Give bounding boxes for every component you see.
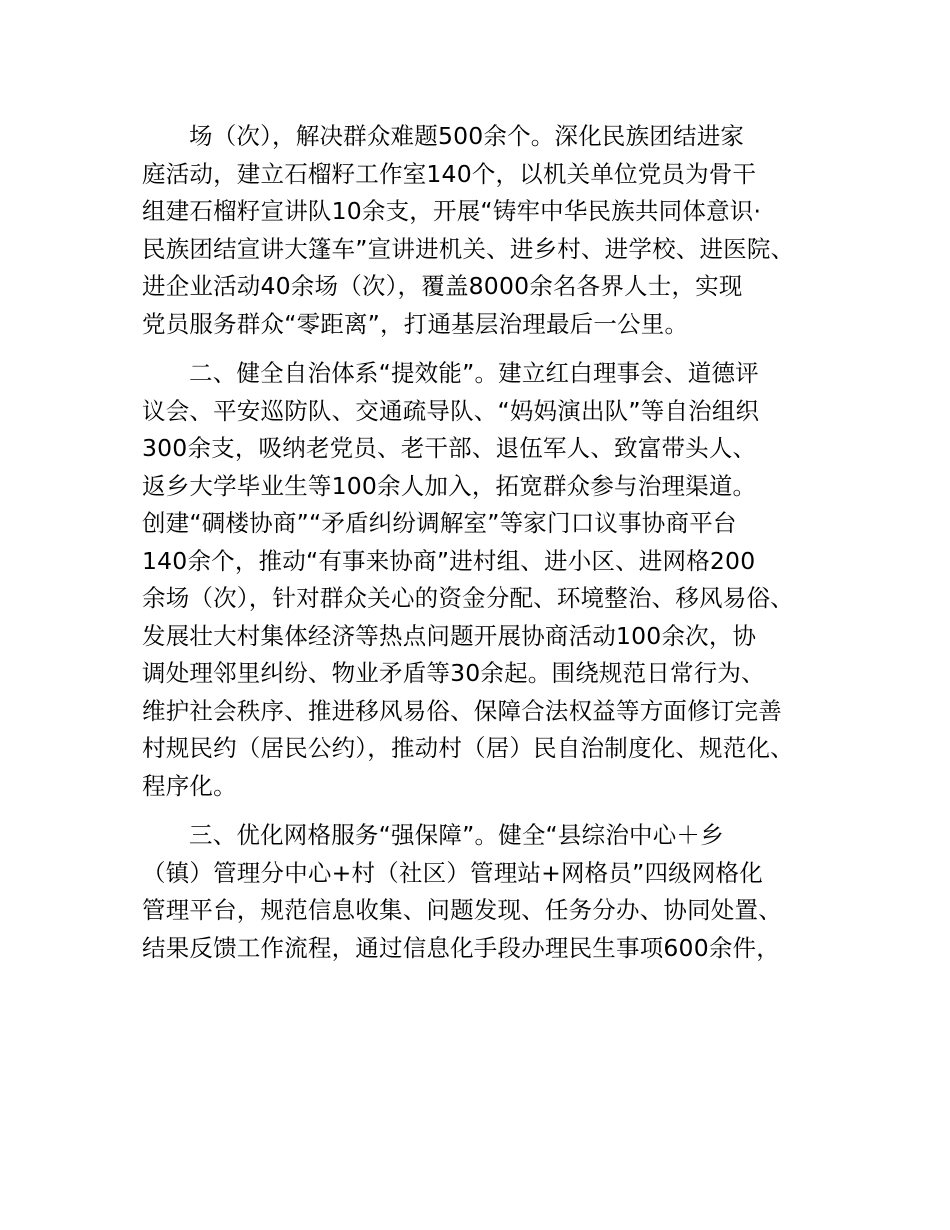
text-line: 二、健全自治体系“提效能”。建立红白理事会、道德评: [189, 359, 759, 387]
text-line: 管理平台，规范信息收集、问题发现、任务分办、协同处置、: [142, 896, 782, 924]
paragraph-gap: [142, 805, 832, 817]
text-line: 组建石榴籽宣讲队10余支，开展“铸牢中华民族共同体意识·: [142, 197, 762, 225]
text-line: （镇）管理分中心+村（社区）管理站+网格员”四级网格化: [142, 858, 763, 887]
text-line: 村规民约（居民公约），推动村（居）民自治制度化、规范化、: [142, 734, 794, 762]
text-line: 场（次），解决群众难题500余个。深化民族团结进家: [189, 122, 745, 150]
paragraph-1: [142, 118, 832, 343]
document-body: [142, 118, 832, 967]
paragraph-gap: [142, 343, 832, 355]
text-line: 庭活动，建立石榴籽工作室140个，以机关单位党员为骨干: [142, 159, 757, 188]
text-line: 三、优化网格服务“强保障”。健全“县综治中心＋乡: [189, 821, 724, 849]
text-line: 结果反馈工作流程，通过信息化手段办理民生事项600余件，: [142, 933, 780, 962]
text-line: 300余支，吸纳老党员、老干部、退伍军人、致富带头人、: [142, 434, 757, 462]
text-line: 维护社会秩序、推进移风易俗、保障合法权益等方面修订完善: [142, 696, 782, 725]
text-line: 返乡大学毕业生等100余人加入，拓宽群众参与治理渠道。: [142, 471, 757, 500]
text-line: 余场（次），针对群众关心的资金分配、环境整治、移风易俗、: [142, 584, 794, 612]
paragraph-2: [142, 355, 832, 805]
text-line: 议会、平安巡防队、交通疏导队、“妈妈演出队”等自治组织: [142, 396, 760, 425]
text-line: 程序化。: [142, 771, 237, 800]
text-line: 民族团结宣讲大篷车”宣讲进机关、进乡村、进学校、进医院、: [142, 234, 795, 263]
text-line: 进企业活动40余场（次），覆盖8000余名各界人士，实现: [142, 272, 743, 300]
text-line: 创建“碉楼协商”“矛盾纠纷调解室”等家门口议事协商平台: [142, 509, 737, 537]
text-line: 140余个，推动“有事来协商”进村组、进小区、进网格200: [142, 546, 756, 575]
text-line: 调处理邻里纠纷、物业矛盾等30余起。围绕规范日常行为、: [142, 659, 765, 687]
text-line: 发展壮大村集体经济等热点问题开展协商活动100余次，协: [142, 621, 757, 650]
text-line: 党员服务群众“零距离”，打通基层治理最后一公里。: [142, 309, 689, 338]
paragraph-3: [142, 817, 832, 967]
